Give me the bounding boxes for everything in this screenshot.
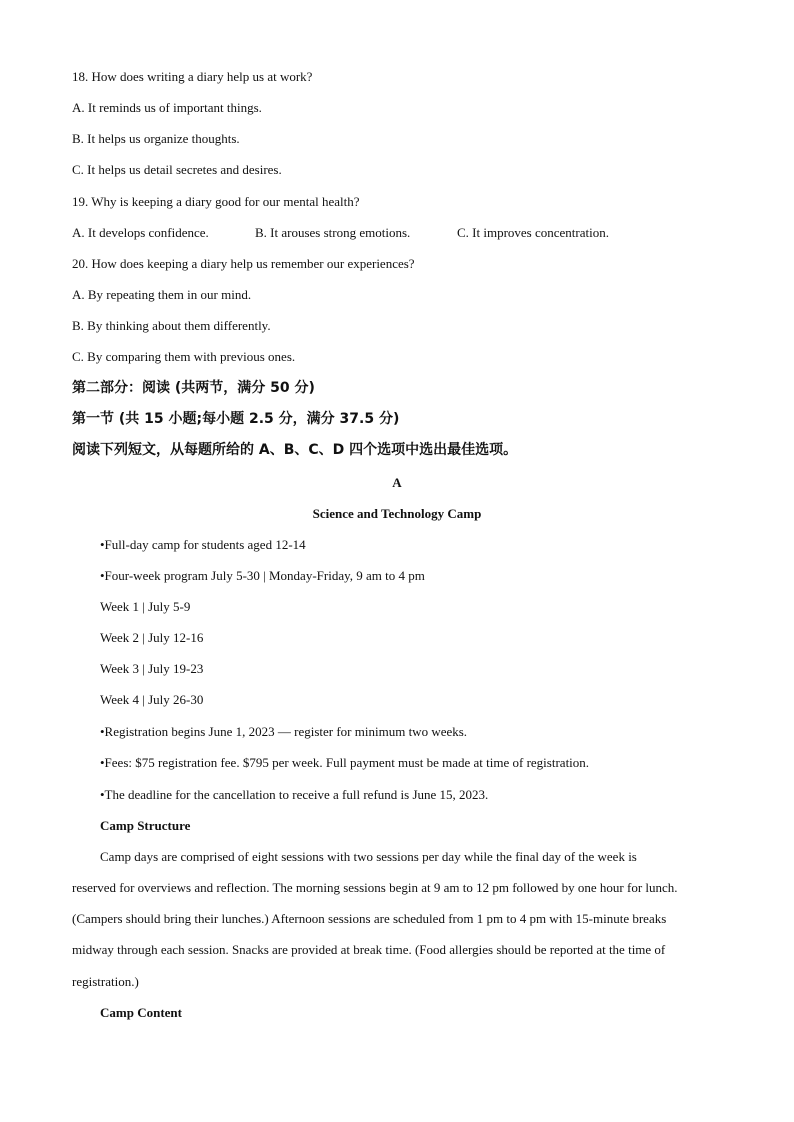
question-20-stem: 20. How does keeping a diary help us remember our experiences?	[72, 256, 415, 271]
camp-bullet-registration: •Registration begins June 1, 2023 — register for minimum two weeks.	[100, 724, 468, 739]
question-20-option-c: C. By comparing them with previous ones.	[72, 349, 296, 364]
camp-week-4: Week 4 | July 26-30	[100, 692, 204, 707]
camp-content-heading: Camp Content	[100, 1005, 182, 1020]
camp-bullet-refund: •The deadline for the cancellation to receive a full refund is June 15, 2023.	[100, 787, 489, 802]
camp-week-1: Week 1 | July 5-9	[100, 599, 191, 614]
section-one-heading: 第一节 (共 15 小题;每小题 2.5 分，满分 37.5 分)	[72, 411, 400, 427]
camp-bullet-age: •Full-day camp for students aged 12-14	[100, 537, 306, 552]
camp-week-2: Week 2 | July 12-16	[100, 630, 204, 645]
camp-bullet-program: •Four-week program July 5-30 | Monday-Friday, 9 am to 4 pm	[100, 568, 425, 583]
question-18-option-a: A. It reminds us of important things.	[72, 100, 262, 115]
question-18-option-b: B. It helps us organize thoughts.	[72, 131, 240, 146]
question-19-option-b: B. It arouses strong emotions.	[255, 225, 411, 240]
camp-structure-paragraph-line: midway through each session. Snacks are provided at break time. (Food allergies should be reported at the time of	[72, 942, 666, 957]
reading-instructions: 阅读下列短文，从每题所给的 A、B、C、D 四个选项中选出最佳选项。	[72, 442, 518, 458]
question-20-option-a: A. By repeating them in our mind.	[72, 287, 252, 302]
camp-week-3: Week 3 | July 19-23	[100, 661, 204, 676]
passage-letter: A	[392, 475, 402, 490]
camp-structure-heading: Camp Structure	[100, 818, 191, 833]
camp-structure-paragraph-line: (Campers should bring their lunches.) Afternoon sessions are scheduled from 1 pm to 4 pm with 15-minute breaks	[72, 911, 667, 926]
question-19-option-a: A. It develops confidence.	[72, 225, 209, 240]
camp-structure-paragraph-line: Camp days are comprised of eight sessions with two sessions per day while the final day of the week is	[100, 849, 637, 864]
question-20-option-b: B. By thinking about them differently.	[72, 318, 271, 333]
question-18-stem: 18. How does writing a diary help us at work?	[72, 69, 313, 84]
camp-structure-paragraph-line: registration.)	[72, 974, 139, 989]
part-two-heading: 第二部分：阅读 (共两节，满分 50 分)	[72, 380, 315, 396]
question-18-option-c: C. It helps us detail secretes and desires.	[72, 162, 282, 177]
question-19-stem: 19. Why is keeping a diary good for our mental health?	[72, 194, 360, 209]
camp-structure-paragraph-line: reserved for overviews and reflection. The morning sessions begin at 9 am to 12 pm followed by one hour for lunch.	[72, 880, 678, 895]
passage-title: Science and Technology Camp	[312, 506, 482, 521]
camp-bullet-fees: •Fees: $75 registration fee. $795 per week. Full payment must be made at time of registration.	[100, 755, 590, 770]
question-19-option-c: C. It improves concentration.	[457, 225, 609, 240]
